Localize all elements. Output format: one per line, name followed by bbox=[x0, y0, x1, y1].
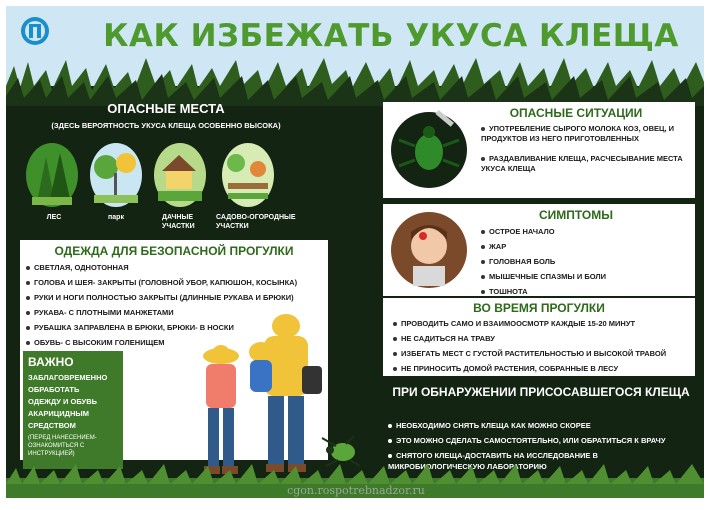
found-heading: ПРИ ОБНАРУЖЕНИИ ПРИСОСАВШЕГОСЯ КЛЕЩА bbox=[392, 385, 690, 399]
garden-image bbox=[220, 139, 276, 209]
symptoms-heading: СИМПТОМЫ bbox=[538, 208, 614, 222]
found-item: СНЯТОГО КЛЕЩА-ДОСТАВИТЬ НА ИССЛЕДОВАНИЕ В МИКРОБИОЛОГИЧЕСКУЮ ЛАБОРАТОРИЮ bbox=[388, 451, 598, 471]
grass-decoration bbox=[6, 56, 704, 106]
clothing-item: ОБУВЬ- С ВЫСОКИМ ГОЛЕНИЩЕМ bbox=[26, 338, 326, 348]
clothing-item: РУКАВА- С ПЛОТНЫМИ МАНЖЕТАМИ bbox=[26, 308, 326, 318]
sick-person-image bbox=[389, 210, 469, 290]
tick-icon bbox=[316, 434, 366, 468]
symptom-item: ЖАР bbox=[481, 242, 506, 252]
important-line: ОДЕЖДУ И ОБУВЬ bbox=[28, 397, 98, 406]
walk-heading: ВО ВРЕМЯ ПРОГУЛКИ bbox=[473, 301, 605, 315]
situation-item: УПОТРЕБЛЕНИЕ СЫРОГО МОЛОКА КОЗ, ОВЕЦ, И ПРОДУКТОВ ИЗ НЕГО ПРИГОТОВЛЕННЫХ bbox=[481, 124, 675, 143]
place-label-park: парк bbox=[108, 214, 124, 221]
clothing-heading: ОДЕЖДА ДЛЯ БЕЗОПАСНОЙ ПРОГУЛКИ bbox=[54, 244, 294, 258]
found-item: НЕОБХОДИМО СНЯТЬ КЛЕЩА КАК МОЖНО СКОРЕЕ bbox=[388, 420, 694, 431]
page-title: КАК ИЗБЕЖАТЬ УКУСА КЛЕЩА bbox=[103, 18, 679, 54]
places-row bbox=[16, 139, 316, 229]
situation-item: РАЗДАВЛИВАНИЕ КЛЕЩА, РАСЧЕСЫВАНИЕ МЕСТА УКУСА КЛЕЩА bbox=[481, 154, 683, 173]
found-item: ЭТО МОЖНО СДЕЛАТЬ САМОСТОЯТЕЛЬНО, ИЛИ ОБРАТИТЬСЯ К ВРАЧУ bbox=[388, 435, 694, 446]
walk-item: ПРОВОДИТЬ САМО И ВЗАИМООСМОТР КАЖДЫЕ 15-20 МИНУТ bbox=[393, 319, 635, 329]
walk-item: НЕ САДИТЬСЯ НА ТРАВУ bbox=[393, 334, 495, 344]
important-line: ЗАБЛАГОВРЕМЕННО bbox=[28, 373, 108, 382]
important-line: СРЕДСТВОМ bbox=[28, 421, 76, 430]
important-note: (ПЕРЕД НАНЕСЕНИЕМ- ОЗНАКОМИТЬСЯ С ИНСТРУКЦИЕЙ) bbox=[28, 435, 97, 457]
situations-heading: ОПАСНЫЕ СИТУАЦИИ bbox=[509, 106, 643, 120]
clothing-item: РУБАШКА ЗАПРАВЛЕНА В БРЮКИ, БРЮКИ- В НОСКИ bbox=[26, 323, 326, 333]
places-subheading: (ЗДЕСЬ ВЕРОЯТНОСТЬ УКУСА КЛЕЩА ОСОБЕННО ВЫСОКА) bbox=[51, 121, 281, 130]
symptom-item: ГОЛОВНАЯ БОЛЬ bbox=[481, 257, 555, 267]
forest-image bbox=[24, 139, 80, 209]
logo-icon bbox=[20, 16, 50, 46]
symptom-item: МЫШЕЧНЫЕ СПАЗМЫ И БОЛИ bbox=[481, 272, 606, 282]
symptom-item: ТОШНОТА bbox=[481, 287, 528, 297]
tick-magnifier-image bbox=[389, 110, 469, 190]
place-label-dacha: ДАЧНЫЕ УЧАСТКИ bbox=[162, 214, 195, 230]
walk-item: ИЗБЕГАТЬ МЕСТ С ГУСТОЙ РАСТИТЕЛЬНОСТЬЮ И ВЫСОКОЙ ТРАВОЙ bbox=[393, 349, 666, 359]
clothing-item: ГОЛОВА И ШЕЯ- ЗАКРЫТЫ (ГОЛОВНОЙ УБОР, КАПЮШОН, КОСЫНКА) bbox=[26, 278, 326, 288]
important-line: ОБРАБОТАТЬ bbox=[28, 385, 80, 394]
watermark: cgon.rospotrebnadzor.ru bbox=[287, 484, 425, 497]
clothing-item: СВЕТЛАЯ, ОДНОТОННАЯ bbox=[26, 263, 326, 273]
important-line: АКАРИЦИДНЫМ bbox=[28, 409, 90, 418]
park-image bbox=[88, 139, 144, 209]
walk-item: НЕ ПРИНОСИТЬ ДОМОЙ РАСТЕНИЯ, СОБРАННЫЕ В ЛЕСУ bbox=[393, 364, 618, 374]
dacha-image bbox=[152, 139, 208, 209]
places-heading: ОПАСНЫЕ МЕСТА bbox=[107, 101, 225, 116]
important-heading: ВАЖНО bbox=[28, 355, 74, 369]
symptom-item: ОСТРОЕ НАЧАЛО bbox=[481, 227, 555, 237]
clothing-item: РУКИ И НОГИ ПОЛНОСТЬЮ ЗАКРЫТЫ (ДЛИННЫЕ РУКАВА И БРЮКИ) bbox=[26, 293, 326, 303]
poster bbox=[6, 6, 704, 498]
place-label-garden: САДОВО-ОГОРОДНЫЕ УЧАСТКИ bbox=[216, 214, 296, 230]
place-label-forest: ЛЕС bbox=[46, 214, 62, 221]
